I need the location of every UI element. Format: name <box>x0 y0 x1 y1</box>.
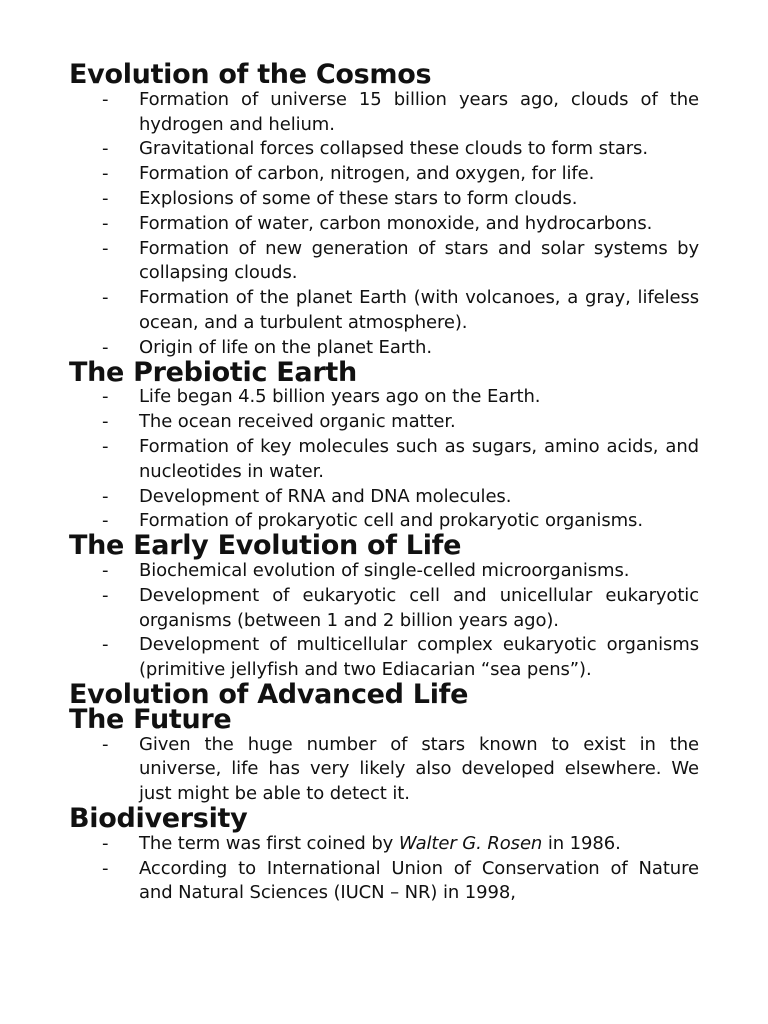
section-heading-the-future: The Future <box>69 703 232 735</box>
list-item <box>69 509 699 534</box>
list-item <box>69 336 699 361</box>
list-item-text: Formation of key molecules such as sugars, amino acids, and nucleotides in water. <box>139 435 699 482</box>
list-item-text: Development of eukaryotic cell and unicellular eukaryotic organisms (between 1 and 2 billion years ago). <box>139 584 699 631</box>
list-item-text: Development of RNA and DNA molecules. <box>139 485 512 507</box>
author-name: Walter G. Rosen <box>398 832 543 854</box>
bullet-dash: - <box>102 237 109 259</box>
bullet-dash: - <box>102 163 109 185</box>
list-item <box>69 485 699 510</box>
bullet-dash: - <box>102 857 109 879</box>
document-page <box>69 59 699 906</box>
bullet-dash: - <box>102 138 109 160</box>
bullet-dash: - <box>102 510 109 532</box>
bullet-dash: - <box>102 88 109 110</box>
list-item <box>69 88 699 138</box>
list-item-text: Origin of life on the planet Earth. <box>139 336 432 358</box>
list-item <box>69 633 699 683</box>
list-item-text: Explosions of some of these stars to form clouds. <box>139 187 578 209</box>
section-heading-biodiversity: Biodiversity <box>69 802 248 834</box>
bullet-list-cosmos <box>69 88 699 361</box>
list-item <box>69 286 699 336</box>
list-item <box>69 212 699 237</box>
list-item-text: According to International Union of Conservation of Nature and Natural Sciences (IUCN – NR) in 1998, <box>139 857 699 904</box>
list-item <box>69 187 699 212</box>
list-item-text: Development of multicellular complex eukaryotic organisms (primitive jellyfish and two Ediacarian “sea pens”). <box>139 634 699 681</box>
bullet-dash: - <box>102 584 109 606</box>
list-item-text: The ocean received organic matter. <box>139 411 456 433</box>
bullet-list-early-evolution <box>69 559 699 683</box>
bullet-dash: - <box>102 435 109 457</box>
bullet-dash: - <box>102 559 109 581</box>
bullet-dash: - <box>102 336 109 358</box>
list-item-text: Formation of the planet Earth (with volcanoes, a gray, lifeless ocean, and a turbulent atmosphere). <box>139 287 699 333</box>
list-item-text: Formation of water, carbon monoxide, and hydrocarbons. <box>139 212 653 234</box>
list-item-text: Formation of carbon, nitrogen, and oxygen, for life. <box>139 163 595 185</box>
bullet-list-prebiotic-earth <box>69 385 699 534</box>
bullet-dash: - <box>102 733 109 755</box>
list-item <box>69 410 699 435</box>
list-item-text: Formation of universe 15 billion years ago, clouds of the hydrogen and helium. <box>139 88 699 135</box>
list-item <box>69 385 699 410</box>
section-heading-early-evolution-of-life: The Early Evolution of Life <box>69 530 462 562</box>
bullet-dash: - <box>102 411 109 433</box>
list-item-text: Life began 4.5 billion years ago on the Earth. <box>139 386 541 408</box>
bullet-dash: - <box>102 634 109 656</box>
section-heading-evolution-of-the-cosmos: Evolution of the Cosmos <box>69 59 432 90</box>
bullet-dash: - <box>102 187 109 209</box>
bullet-dash: - <box>102 832 109 854</box>
list-item-text-after: in 1986. <box>542 832 621 854</box>
list-item <box>69 162 699 187</box>
list-item <box>69 237 699 287</box>
list-item <box>69 559 699 584</box>
bullet-dash: - <box>102 485 109 507</box>
list-item-text: Formation of prokaryotic cell and prokaryotic organisms. <box>139 510 643 532</box>
list-item <box>69 137 699 162</box>
list-item-text-before: The term was first coined by <box>139 832 399 854</box>
section-heading-evolution-of-advanced-life: Evolution of Advanced Life <box>69 678 469 710</box>
bullet-dash: - <box>102 212 109 234</box>
list-item <box>69 435 699 485</box>
bullet-list-biodiversity <box>69 832 699 906</box>
list-item-text: Given the huge number of stars known to exist in the universe, life has very likely also developed elsewhere. We just might be able to detect it. <box>139 733 699 805</box>
list-item-text: Biochemical evolution of single-celled microorganisms. <box>139 559 630 581</box>
section-heading-prebiotic-earth: The Prebiotic Earth <box>69 356 357 388</box>
list-item-text: Formation of new generation of stars and solar systems by collapsing clouds. <box>139 237 699 284</box>
list-item <box>69 857 699 907</box>
list-item <box>69 832 699 857</box>
list-item-text: Gravitational forces collapsed these clouds to form stars. <box>139 138 648 160</box>
bullet-list-future <box>69 733 699 807</box>
list-item <box>69 733 699 807</box>
bullet-dash: - <box>102 386 109 408</box>
bullet-dash: - <box>102 287 109 309</box>
list-item <box>69 584 699 634</box>
